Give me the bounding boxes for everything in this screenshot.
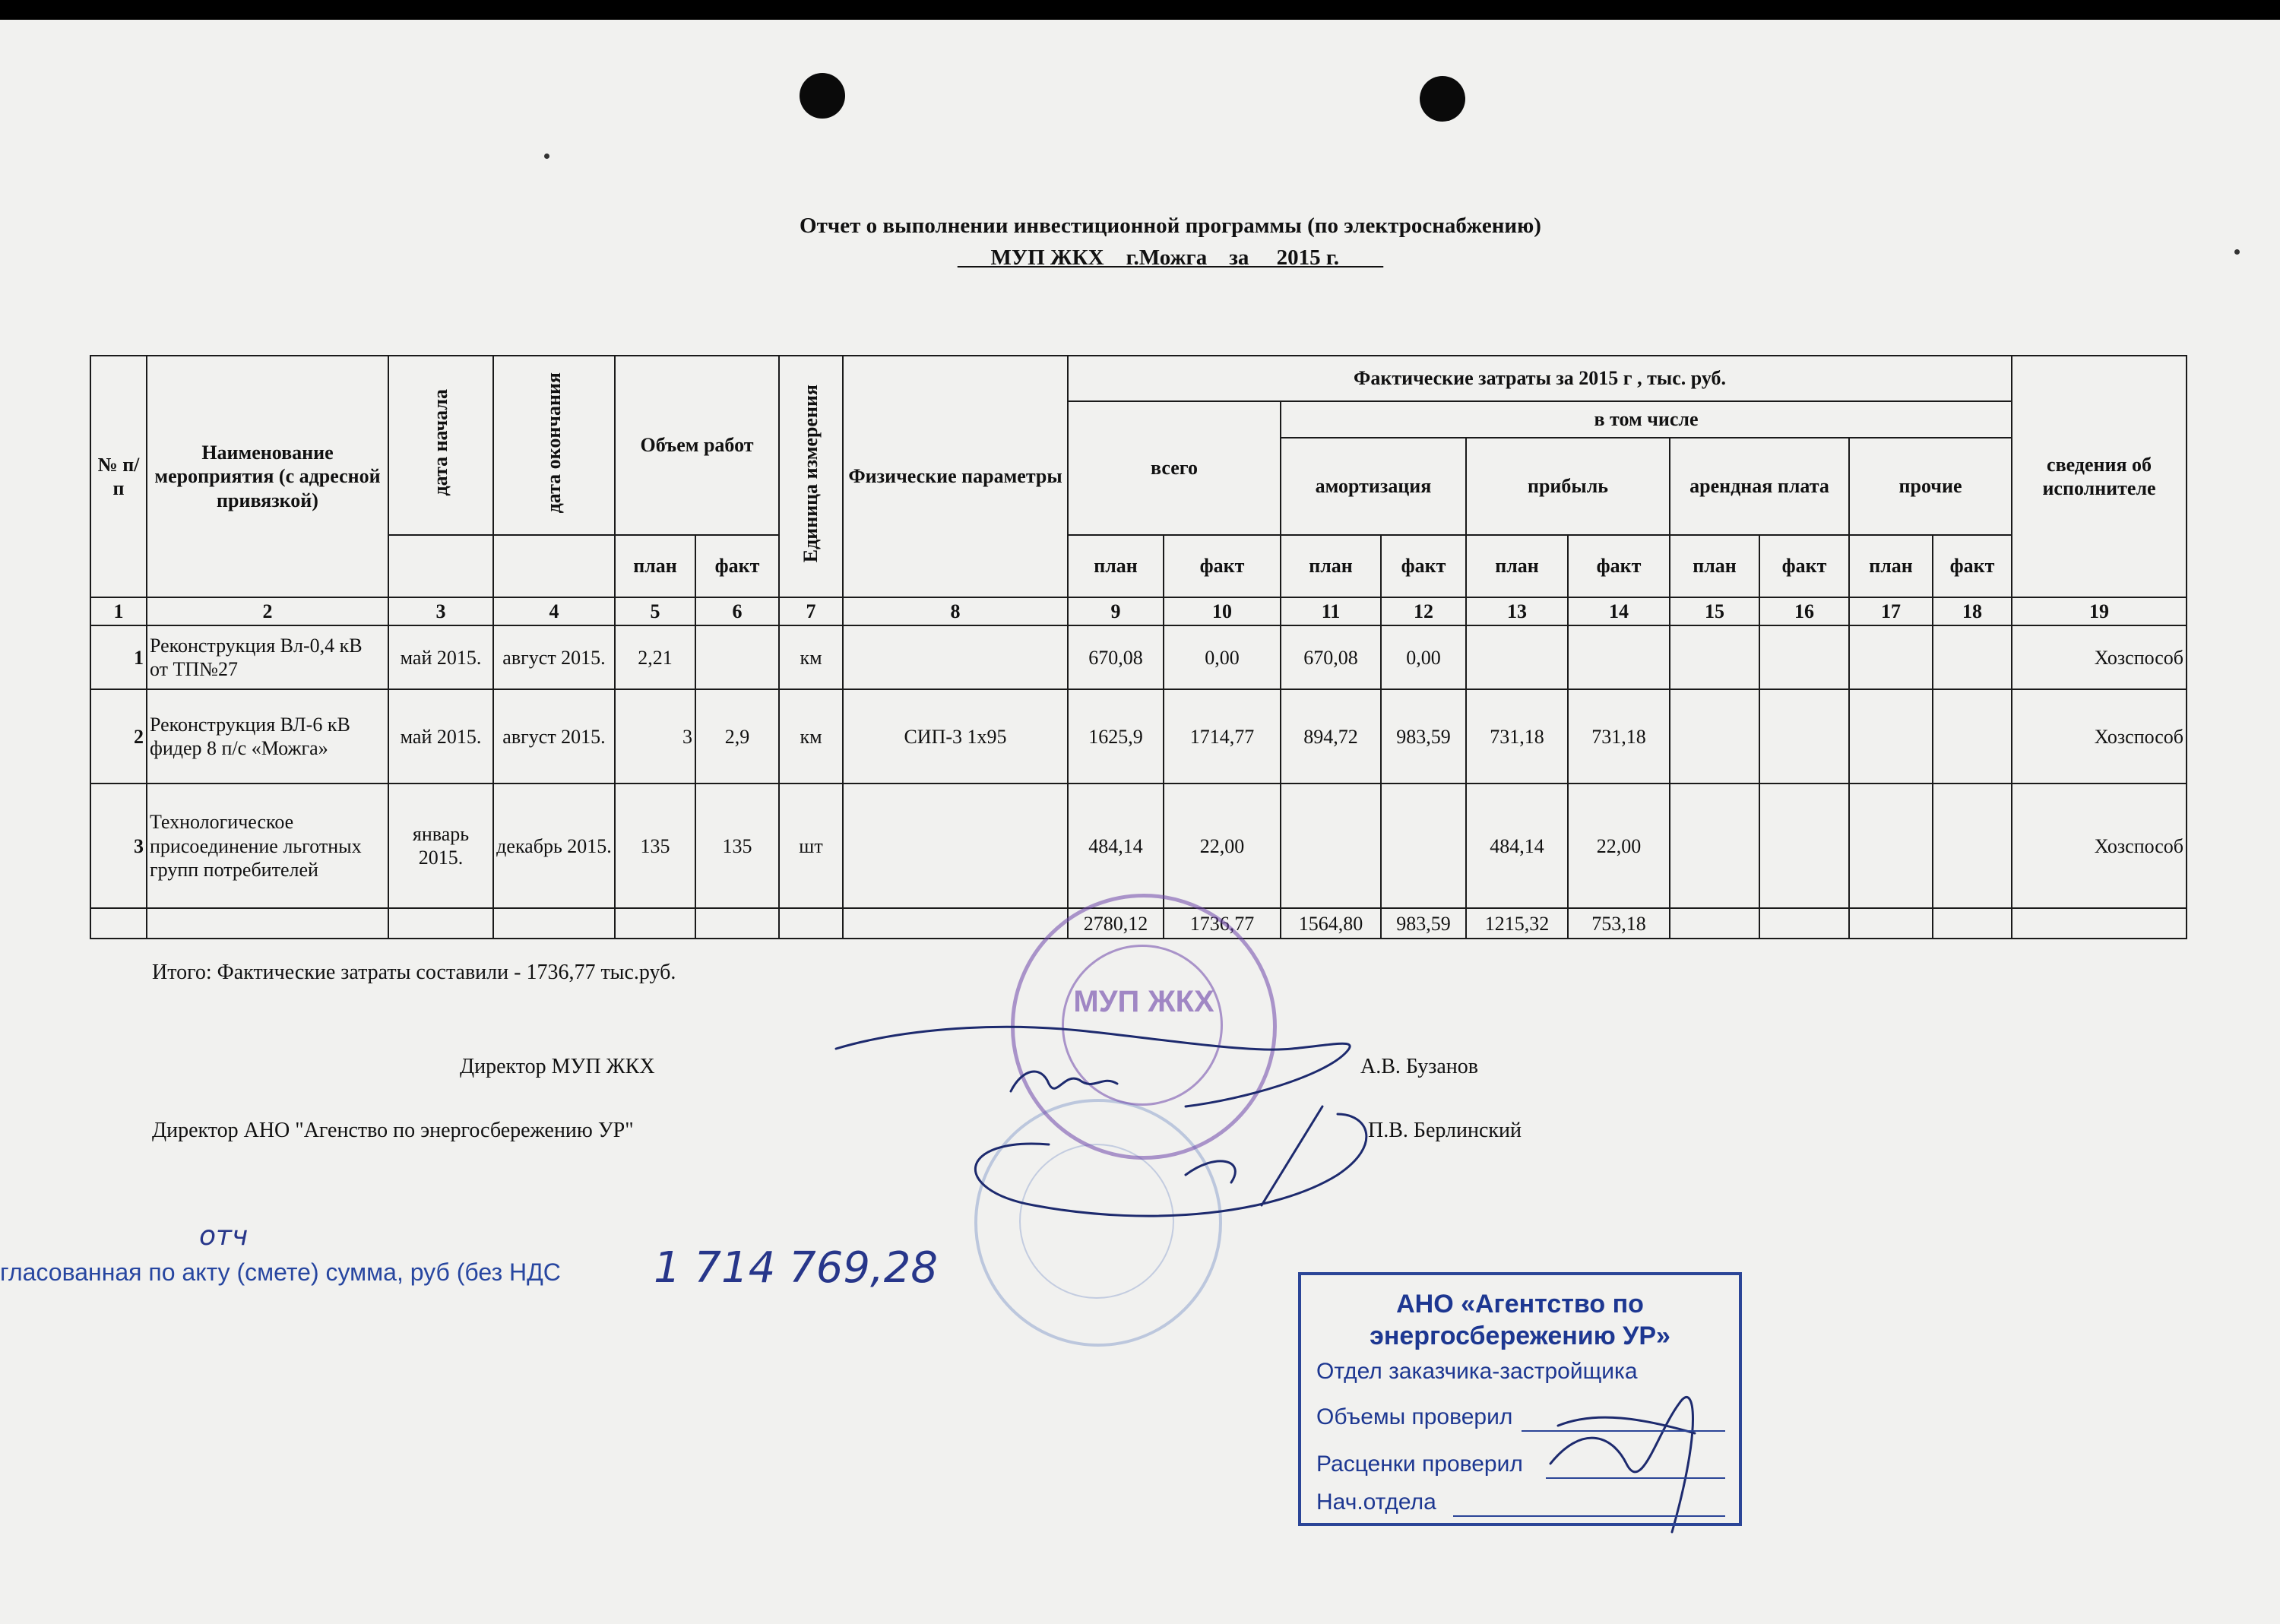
header-fact: факт bbox=[1568, 535, 1670, 597]
col-number: 2 bbox=[147, 597, 388, 625]
approval-volumes-line bbox=[1522, 1430, 1725, 1432]
header-costs: Фактические затраты за 2015 г , тыс. руб. bbox=[1068, 356, 2012, 401]
col-number: 14 bbox=[1568, 597, 1670, 625]
approval-rates-line bbox=[1546, 1477, 1725, 1479]
totals-amort-fact: 983,59 bbox=[1381, 908, 1466, 939]
header-plan: план bbox=[1068, 535, 1164, 597]
director2-name: П.В. Берлинский bbox=[1368, 1119, 1522, 1142]
col-number: 1 bbox=[90, 597, 147, 625]
row-num: 2 bbox=[90, 689, 147, 784]
handwritten-note: отч bbox=[199, 1220, 249, 1252]
row-start: май 2015. bbox=[388, 689, 493, 784]
document-page bbox=[0, 20, 2280, 1624]
row-profit-plan: 731,18 bbox=[1466, 689, 1568, 784]
row-end: август 2015. bbox=[493, 625, 615, 689]
header-other: прочие bbox=[1849, 438, 2012, 535]
header-amort: амортизация bbox=[1281, 438, 1466, 535]
header-total: всего bbox=[1068, 401, 1281, 535]
col-number: 15 bbox=[1670, 597, 1759, 625]
totals-amort-plan: 1564,80 bbox=[1281, 908, 1381, 939]
header-start: дата начала bbox=[388, 356, 493, 535]
row-end: август 2015. bbox=[493, 689, 615, 784]
totals-total-plan: 2780,12 bbox=[1068, 908, 1164, 939]
row-amort-fact: 0,00 bbox=[1381, 625, 1466, 689]
col-number: 4 bbox=[493, 597, 615, 625]
director1-title: Директор МУП ЖКХ bbox=[460, 1055, 655, 1078]
approval-head-label: Нач.отдела bbox=[1316, 1489, 1436, 1515]
row-amort-plan: 894,72 bbox=[1281, 689, 1381, 784]
col-number: 18 bbox=[1933, 597, 2012, 625]
approval-title-2: энергосбережению УР» bbox=[1370, 1322, 1670, 1350]
row-name: Реконструкция Вл-0,4 кВ от ТП№27 bbox=[147, 625, 388, 689]
agreed-sum-note: гласованная по акту (смете) сумма, руб (без НДС bbox=[0, 1258, 561, 1286]
col-number: 7 bbox=[779, 597, 843, 625]
row-profit-plan: 484,14 bbox=[1466, 784, 1568, 908]
row-total-plan: 670,08 bbox=[1068, 625, 1164, 689]
row-info: Хозспособ bbox=[2012, 625, 2187, 689]
totals-profit-plan: 1215,32 bbox=[1466, 908, 1568, 939]
summary-line: Итого: Фактические затраты составили - 1736,77 тыс.руб. bbox=[152, 961, 676, 984]
header-volume: Объем работ bbox=[615, 356, 779, 535]
row-profit-fact: 731,18 bbox=[1568, 689, 1670, 784]
row-amort-fact: 983,59 bbox=[1381, 689, 1466, 784]
row-info: Хозспособ bbox=[2012, 689, 2187, 784]
approval-head-line bbox=[1453, 1515, 1725, 1517]
row-unit: шт bbox=[779, 784, 843, 908]
director2-title: Директор АНО "Агенство по энергосбережению УР" bbox=[152, 1119, 634, 1142]
header-name: Наименование мероприятия (с адресной привязкой) bbox=[147, 356, 388, 597]
header-plan: план bbox=[1849, 535, 1933, 597]
header-plan: план bbox=[1281, 535, 1381, 597]
header-plan: план bbox=[1466, 535, 1568, 597]
col-number: 13 bbox=[1466, 597, 1568, 625]
row-amort-plan: 670,08 bbox=[1281, 625, 1381, 689]
header-fact: факт bbox=[1381, 535, 1466, 597]
totals-total-fact: 1736,77 bbox=[1164, 908, 1281, 939]
col-number: 3 bbox=[388, 597, 493, 625]
row-start: январь 2015. bbox=[388, 784, 493, 908]
report-title: Отчет о выполнении инвестиционной программы (по электроснабжению) bbox=[800, 214, 1541, 238]
totals-profit-fact: 753,18 bbox=[1568, 908, 1670, 939]
row-vol-fact: 135 bbox=[695, 784, 779, 908]
row-name: Технологическое присоединение льготных групп потребителей bbox=[147, 784, 388, 908]
col-number: 11 bbox=[1281, 597, 1381, 625]
row-vol-fact: 2,9 bbox=[695, 689, 779, 784]
approval-volumes-label: Объемы проверил bbox=[1316, 1404, 1513, 1429]
header-fact: факт bbox=[1759, 535, 1849, 597]
row-total-fact: 1714,77 bbox=[1164, 689, 1281, 784]
row-total-plan: 1625,9 bbox=[1068, 689, 1164, 784]
row-params: СИП-3 1х95 bbox=[843, 689, 1068, 784]
signature-director1 bbox=[836, 1027, 1350, 1106]
header-plan: план bbox=[1670, 535, 1759, 597]
row-num: 1 bbox=[90, 625, 147, 689]
row-vol-plan: 135 bbox=[615, 784, 695, 908]
header-info: сведения об исполнителе bbox=[2012, 356, 2187, 597]
header-end: дата окончания bbox=[493, 356, 615, 535]
approval-title-1: АНО «Агентство по bbox=[1396, 1290, 1644, 1319]
signature-director2 bbox=[975, 1106, 1366, 1216]
row-num: 3 bbox=[90, 784, 147, 908]
approval-rates-label: Расценки проверил bbox=[1316, 1451, 1523, 1477]
header-unit: Единица измерения bbox=[779, 356, 843, 597]
header-fact: факт bbox=[1164, 535, 1281, 597]
row-total-fact: 0,00 bbox=[1164, 625, 1281, 689]
signatures-svg bbox=[0, 20, 2280, 1624]
col-number: 17 bbox=[1849, 597, 1933, 625]
col-number: 5 bbox=[615, 597, 695, 625]
col-number: 10 bbox=[1164, 597, 1281, 625]
row-total-fact: 22,00 bbox=[1164, 784, 1281, 908]
header-num: № п/п bbox=[90, 356, 147, 597]
approval-dept: Отдел заказчика-застройщика bbox=[1316, 1359, 1638, 1384]
handwritten-amount: 1 714 769,28 bbox=[654, 1243, 939, 1293]
col-number: 8 bbox=[843, 597, 1068, 625]
report-subtitle-text: ___МУП ЖКХ__г.Можга__за __2015 г.____ bbox=[957, 245, 1384, 270]
header-fact: факт bbox=[695, 535, 779, 597]
col-number: 19 bbox=[2012, 597, 2187, 625]
header-plan: план bbox=[615, 535, 695, 597]
row-vol-plan: 2,21 bbox=[615, 625, 695, 689]
col-number: 12 bbox=[1381, 597, 1466, 625]
row-vol-plan: 3 bbox=[615, 689, 695, 784]
director1-name: А.В. Бузанов bbox=[1360, 1055, 1478, 1078]
row-info: Хозспособ bbox=[2012, 784, 2187, 908]
row-end: декабрь 2015. bbox=[493, 784, 615, 908]
row-name: Реконструкция ВЛ-6 кВ фидер 8 п/с «Можга» bbox=[147, 689, 388, 784]
stamp-text: МУП ЖКХ bbox=[1073, 985, 1214, 1018]
row-profit-fact: 22,00 bbox=[1568, 784, 1670, 908]
col-number: 9 bbox=[1068, 597, 1164, 625]
approval-stamp bbox=[1298, 1272, 1742, 1526]
header-fact: факт bbox=[1933, 535, 2012, 597]
header-params: Физические параметры bbox=[843, 356, 1068, 597]
header-rent: арендная плата bbox=[1670, 438, 1849, 535]
row-start: май 2015. bbox=[388, 625, 493, 689]
row-unit: км bbox=[779, 689, 843, 784]
row-unit: км bbox=[779, 625, 843, 689]
header-including: в том числе bbox=[1281, 401, 2012, 438]
row-total-plan: 484,14 bbox=[1068, 784, 1164, 908]
col-number: 16 bbox=[1759, 597, 1849, 625]
header-profit: прибыль bbox=[1466, 438, 1670, 535]
col-number: 6 bbox=[695, 597, 779, 625]
